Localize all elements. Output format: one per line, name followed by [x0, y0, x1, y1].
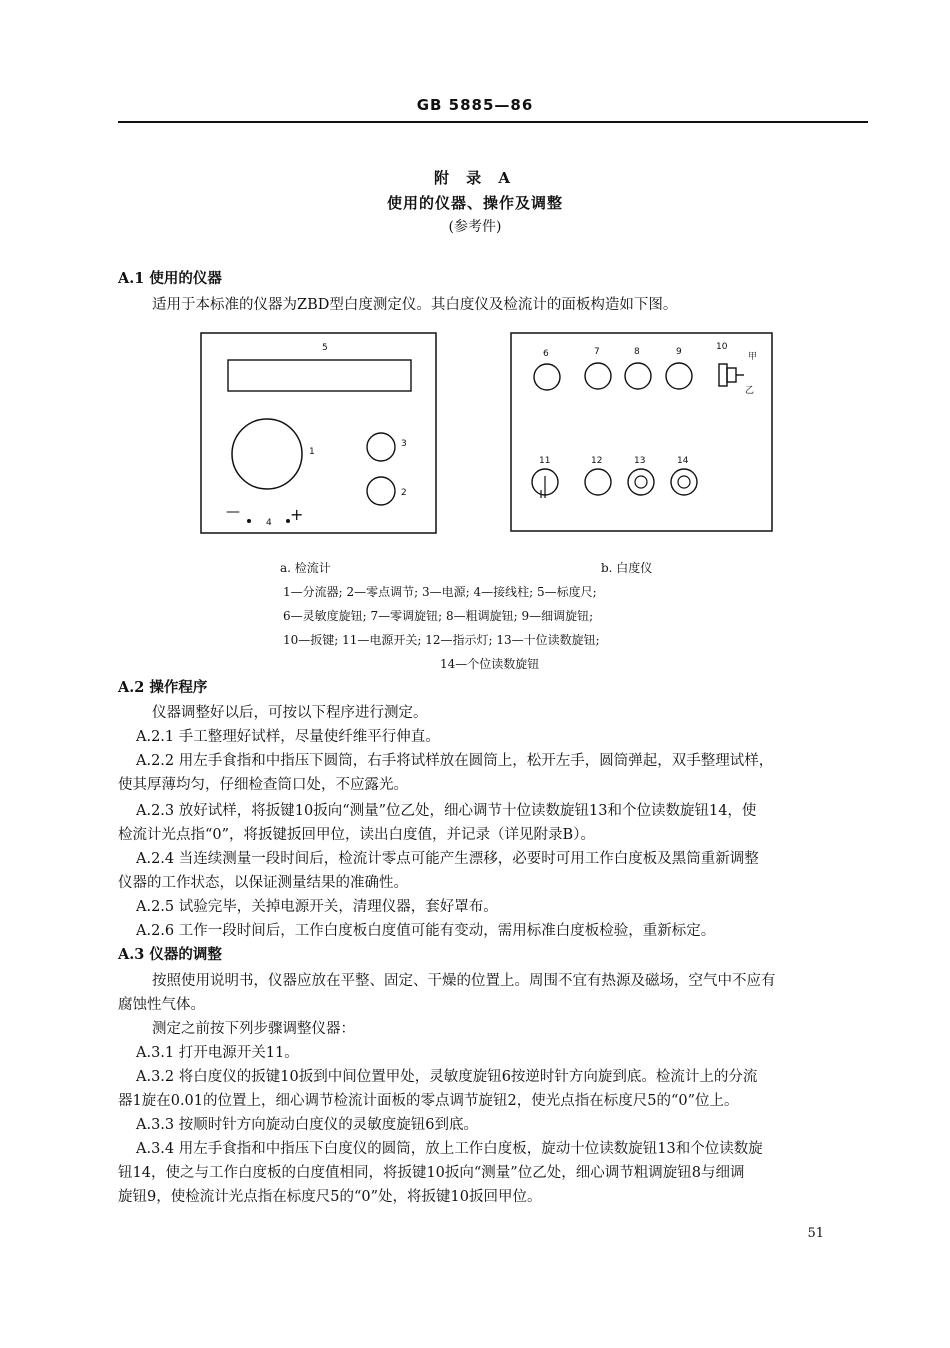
coarse-knob	[625, 363, 651, 389]
label-jia: 甲	[748, 352, 758, 362]
body-line: A.2.3 放好试样，将扳键10扳向“测量”位乙处，细心调节十位读数旋钮13和个位读数旋钮14，使	[136, 803, 757, 819]
units-knob	[671, 469, 697, 495]
body-line: A.2.4 当连续测量一段时间后，检流计零点可能产生漂移，必要时可用工作白度板及黑筒重新调整	[136, 851, 759, 867]
label-yi: 乙	[745, 386, 755, 396]
label-1: 1	[309, 447, 315, 457]
section-a3-heading: A.3 仪器的调整	[118, 946, 222, 963]
label-6: 6	[543, 349, 549, 359]
body-line: A.3.4 用左手食指和中指压下白度仪的圆筒，放上工作白度板，旋动十位读数旋钮13和个位读数旋	[136, 1141, 763, 1157]
body-line: A.2.5 试验完毕，关掉电源开关，清理仪器，套好罩布。	[136, 899, 498, 915]
body-line: A.2.2 用左手食指和中指压下圆筒，右手将试样放在圆筒上，松开左手，圆筒弹起，双手整理试样，	[136, 753, 774, 769]
body-line: A.3.2 将白度仪的扳键10扳到中间位置甲处，灵敏度旋钮6按逆时针方向旋到底。检流计上的分流	[136, 1069, 758, 1085]
label-4: 4	[266, 518, 272, 528]
standard-number-header: GB 5885—86	[416, 96, 534, 114]
power-knob	[367, 433, 395, 461]
label-plus: +	[290, 505, 304, 524]
body-line: 测定之前按下列步骤调整仪器：	[152, 1021, 355, 1037]
label-9: 9	[676, 347, 682, 357]
panel-figure	[0, 320, 950, 560]
section-a1-heading: A.1 使用的仪器	[118, 270, 222, 287]
body-line: 仪器的工作状态，以保证测量结果的准确性。	[118, 875, 408, 891]
legend-line-4: 14—个位读数旋钮	[440, 657, 540, 671]
whiteness-meter-panel	[511, 333, 772, 531]
label-7: 7	[594, 347, 600, 357]
zero-adjust-knob	[367, 477, 395, 505]
appendix-subtitle: 使用的仪器、操作及调整	[386, 194, 563, 212]
scale-window	[228, 360, 411, 391]
label-12: 12	[591, 456, 603, 466]
body-line: A.2.6 工作一段时间后，工作白度板白度值可能有变动，需用标准白度板检验，重新标定。	[136, 923, 716, 939]
fine-knob	[666, 363, 692, 389]
body-line: 使其厚薄均匀，仔细检查筒口处，不应露光。	[118, 777, 408, 793]
header-rule	[118, 121, 868, 123]
appendix-note: (参考件)	[448, 219, 502, 235]
zero-knob	[585, 363, 611, 389]
terminal-minus	[247, 519, 251, 523]
label-14: 14	[677, 456, 689, 466]
legend-line-2: 6—灵敏度旋钮; 7—零调旋钮; 8—粗调旋钮; 9—细调旋钮;	[283, 609, 594, 623]
toggle-key-icon	[719, 364, 744, 386]
appendix-title: 附 录 A	[433, 169, 517, 187]
label-minus: —	[226, 504, 240, 520]
legend-line-1: 1—分流器; 2—零点调节; 3—电源; 4—接线柱; 5—标度尺;	[283, 585, 597, 599]
page-number: 51	[807, 1226, 824, 1241]
body-line: 旋钮9，使检流计光点指在标度尺5的“0”处，将扳键10扳回甲位。	[118, 1189, 542, 1205]
body-line: A.3.3 按顺时针方向旋动白度仪的灵敏度旋钮6到底。	[136, 1117, 478, 1133]
label-5: 5	[322, 343, 328, 353]
caption-a: a. 检流计	[280, 561, 331, 575]
label-3: 3	[401, 439, 407, 449]
galvanometer-panel	[201, 333, 436, 533]
body-line: 检流计光点指“0”，将扳键扳回甲位，读出白度值，并记录（详见附录B）。	[118, 827, 595, 843]
body-line: 仪器调整好以后，可按以下程序进行测定。	[152, 705, 428, 721]
sensitivity-knob	[534, 364, 560, 390]
label-2: 2	[401, 488, 407, 498]
shunt-knob	[232, 419, 302, 489]
label-10: 10	[716, 342, 728, 352]
label-13: 13	[634, 456, 646, 466]
caption-b: b. 白度仪	[601, 561, 653, 575]
section-a2-heading: A.2 操作程序	[118, 679, 208, 696]
body-line: 器1旋在0.01的位置上，细心调节检流计面板的零点调节旋钮2，使光点指在标度尺5的“0”位上。	[118, 1093, 739, 1109]
legend-line-3: 10—扳键; 11—电源开关; 12—指示灯; 13—十位读数旋钮;	[283, 633, 600, 647]
tens-knob	[628, 469, 654, 495]
body-line: 腐蚀性气体。	[118, 997, 205, 1013]
label-8: 8	[634, 347, 640, 357]
label-11: 11	[539, 456, 551, 466]
body-line: 钮14，使之与工作白度板的白度值相同，将扳键10扳向“测量”位乙处，细心调节粗调旋钮8与细调	[118, 1165, 745, 1181]
body-line: 按照使用说明书，仪器应放在平整、固定、干燥的位置上。周围不宜有热源及磁场，空气中不应有	[152, 973, 776, 989]
body-line: A.2.1 手工整理好试样，尽量使纤维平行伸直。	[136, 729, 440, 745]
section-a1-text: 适用于本标准的仪器为ZBD型白度测定仪。其白度仪及检流计的面板构造如下图。	[152, 297, 678, 313]
indicator-lamp	[585, 469, 611, 495]
body-line: A.3.1 打开电源开关11。	[136, 1045, 299, 1061]
